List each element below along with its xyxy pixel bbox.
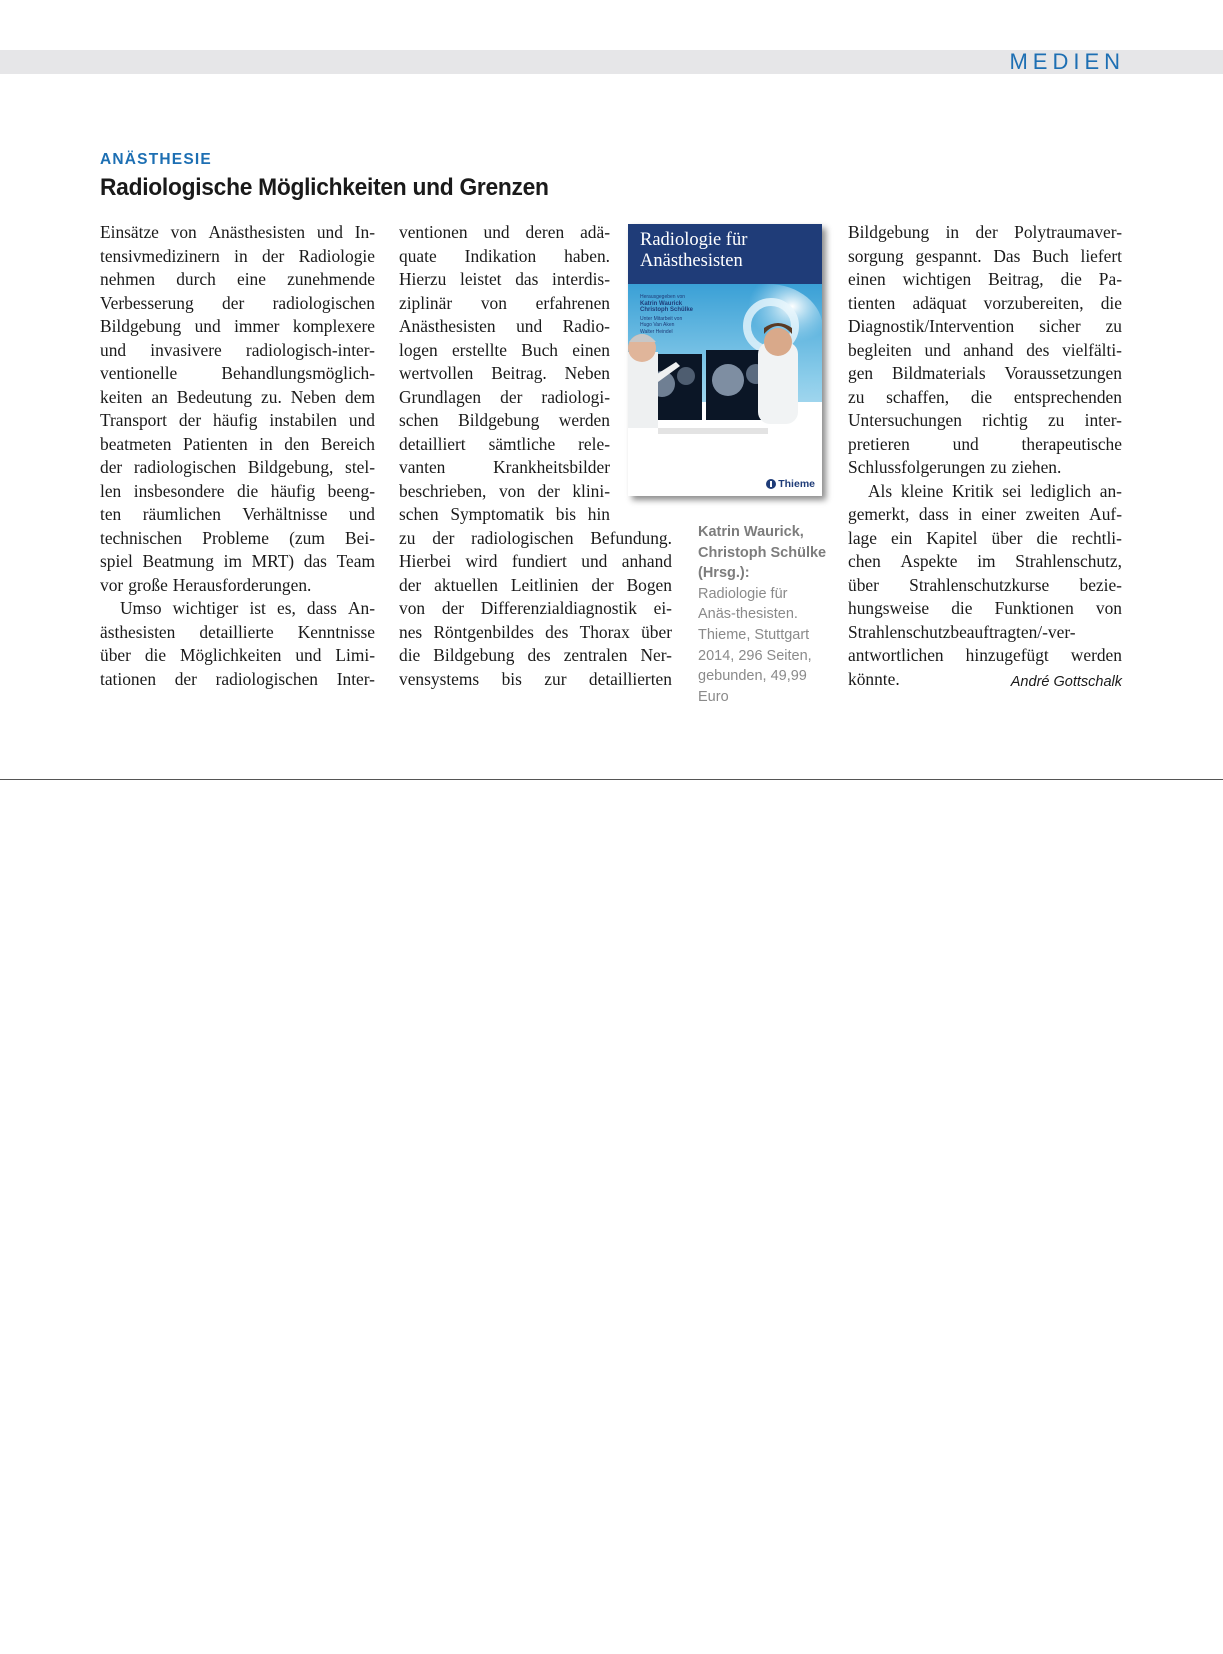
text-line: begleiten und anhand des vielfälti- <box>848 339 1122 360</box>
text-line: und invasivere radiologisch-inter- <box>100 339 375 360</box>
text-line: Einsätze von Anästhesisten und In- <box>100 222 375 242</box>
text-line: vor große Herausforderungen. <box>100 574 312 595</box>
text-line: beatmeten Patienten in den Bereich <box>100 433 375 454</box>
text-line: hungsweise die Funktionen von <box>848 598 1122 618</box>
text-line: Bildgebung und immer komplexere <box>100 316 375 336</box>
text-line: sorgung gespannt. Das Buch liefert <box>848 245 1122 266</box>
book-cover-editors-names: Katrin Waurick Christoph Schülke <box>640 300 694 313</box>
text-line: gemerkt, dass in einer zweiten Auf- <box>848 504 1122 524</box>
text-line: pretieren und therapeutische <box>848 433 1122 454</box>
text-line: chen Aspekte im Strahlenschutz, <box>848 551 1122 571</box>
text-line: ten räumlichen Verhältnisse und <box>100 504 375 524</box>
text-line: schen Symptomatik bis hin <box>399 504 610 524</box>
book-caption <box>698 522 828 707</box>
book-caption-details: Radiologie für Anäs-thesisten. Thieme, Stuttgart 2014, 296 Seiten, gebunden, 49,99 Euro <box>698 585 812 705</box>
text-line: Schlussfolgerungen zu ziehen. <box>848 457 1062 477</box>
text-line: Grundlagen der radiologi- <box>399 386 610 407</box>
publisher-logo <box>766 478 815 490</box>
text-line: der radiologischen Bildgebung, stel- <box>100 457 375 477</box>
text-line: über Strahlenschutzkurse bezie- <box>848 574 1122 595</box>
article-column-1 <box>100 221 375 691</box>
text-line: über die Möglichkeiten und Limi- <box>100 645 375 665</box>
article-author: André Gottschalk <box>1010 673 1122 690</box>
text-line: detailliert sämtliche rele- <box>399 433 610 454</box>
article-column-3 <box>848 221 1122 691</box>
text-line: vensystems bis zur detaillierten <box>399 668 672 689</box>
text-line: ästhesisten detaillierte Kenntnisse <box>100 621 375 642</box>
text-line: die Bildgebung des zentralen Ner- <box>399 645 672 665</box>
text-line: könnte. André Gottschalk <box>848 668 1122 692</box>
text-line: zu schaffen, die entsprechenden <box>848 386 1122 407</box>
text-line: zu der radiologischen Befundung. <box>399 527 672 548</box>
text-line: technischen Probleme (zum Bei- <box>100 527 375 548</box>
text-line: gen Bildmaterials Voraussetzungen <box>848 363 1122 383</box>
article-kicker: ANÄSTHESIE <box>100 151 212 168</box>
text-line: Hierzu leistet das interdis- <box>399 269 610 289</box>
text-line: Verbesserung der radiologischen <box>100 292 375 313</box>
book-cover-title <box>640 230 815 272</box>
text-line: ventionen und deren adä- <box>399 222 610 242</box>
text-line: lage ein Kapitel über die rechtli- <box>848 527 1122 548</box>
text-line: tensivmedizinern in der Radiologie <box>100 245 375 266</box>
text-line: einen wichtigen Beitrag, die Pa- <box>848 269 1122 289</box>
text-line: spiel Beatmung im MRT) das Team <box>100 551 375 571</box>
book-cover-contrib-names: Hugo Van Aken Walter Heindel <box>640 322 675 335</box>
bottom-divider <box>0 779 1223 780</box>
section-label: MEDIEN <box>1009 49 1125 74</box>
text-line: Diagnostik/Intervention sicher zu <box>848 316 1122 336</box>
text-line: antwortlichen hinzugefügt werden <box>848 645 1122 665</box>
text-line: Als kleine Kritik sei lediglich an- <box>868 480 1122 501</box>
text-line: beschrieben, von der klini- <box>399 480 610 501</box>
text-line: von der Differenzialdiagnostik ei- <box>399 598 672 618</box>
text-line: keiten an Bedeutung zu. Neben dem <box>100 386 375 407</box>
book-cover-editors-intro: Herausgegeben von <box>640 294 686 300</box>
text-line: Untersuchungen richtig zu inter- <box>848 410 1122 430</box>
text-line: tationen der radiologischen Inter- <box>100 668 375 689</box>
book-cover-title-line: Anästhesisten <box>640 251 743 271</box>
text-line: nehmen durch eine zunehmende <box>100 269 375 289</box>
text-line: quate Indikation haben. <box>399 245 610 266</box>
text-line: tienten adäquat vorzubereiten, die <box>848 292 1122 313</box>
text-line: Hierbei wird fundiert und anhand <box>399 551 672 571</box>
text-line: logen erstellte Buch einen <box>399 339 610 360</box>
text-line: schen Bildgebung werden <box>399 410 610 430</box>
book-cover-title-line: Radiologie für <box>640 230 748 250</box>
publisher-name: Thieme <box>778 478 815 490</box>
text-line: ventionelle Behandlungsmöglich- <box>100 363 375 383</box>
text-line: vanten Krankheitsbilder <box>399 457 610 477</box>
text-line: Strahlenschutzbeauftragten/-ver- <box>848 621 1076 642</box>
article-title: Radiologische Möglichkeiten und Grenzen <box>100 174 549 201</box>
text-line: der aktuellen Leitlinien der Bogen <box>399 574 672 595</box>
book-cover-editors <box>640 294 740 335</box>
text-line: len insbesondere die häufig beeng- <box>100 480 375 501</box>
text-line: Bildgebung in der Polytraumaver- <box>848 222 1122 242</box>
book-cover-image <box>628 224 822 496</box>
thieme-logo-icon <box>766 479 776 489</box>
text-line: Transport der häufig instabilen und <box>100 410 375 430</box>
text-line: Umso wichtiger ist es, dass An- <box>120 598 375 618</box>
text-line: ziplinär von erfahrenen <box>399 292 610 313</box>
text-line: wertvollen Beitrag. Neben <box>399 363 610 383</box>
text-line: Anästhesisten und Radio- <box>399 316 610 336</box>
text-line: nes Röntgenbildes des Thorax über <box>399 621 672 642</box>
book-caption-author: Katrin Waurick, Christoph Schülke (Hrsg.): <box>698 524 827 582</box>
book-cover-contrib-intro: Unter Mitarbeit von <box>640 315 683 322</box>
